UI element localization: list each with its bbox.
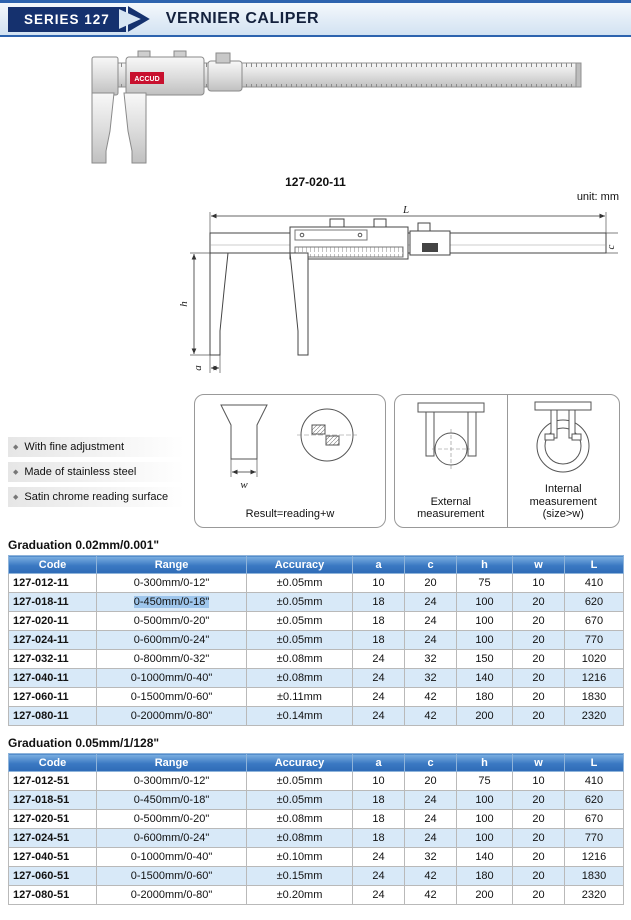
graduation-title-1: Graduation 0.02mm/0.001" — [8, 538, 160, 552]
value-cell: 24 — [353, 848, 405, 867]
value-cell: 20 — [513, 867, 565, 886]
internal-measurement-caption: Internal measurement (size>w) — [529, 483, 597, 521]
value-cell: 0-500mm/0-20" — [97, 612, 247, 631]
code-cell: 127-012-11 — [9, 574, 97, 593]
value-cell: ±0.08mm — [247, 669, 353, 688]
caliper-product-illustration — [46, 45, 586, 169]
code-cell: 127-080-11 — [9, 707, 97, 726]
code-cell: 127-032-11 — [9, 650, 97, 669]
value-cell: 20 — [513, 688, 565, 707]
value-cell: 24 — [353, 688, 405, 707]
column-header-l: L — [565, 556, 624, 574]
value-cell: 24 — [353, 669, 405, 688]
feature-item — [8, 487, 184, 507]
value-cell: ±0.05mm — [247, 612, 353, 631]
value-cell: 200 — [457, 886, 513, 905]
value-cell: 20 — [513, 612, 565, 631]
table-row — [9, 886, 624, 905]
value-cell — [97, 593, 247, 612]
value-cell: 0-1500mm/0-60" — [97, 867, 247, 886]
table-row — [9, 848, 624, 867]
value-cell: 10 — [353, 772, 405, 791]
jaw-profile — [221, 405, 267, 459]
column-header-c: c — [405, 754, 457, 772]
value-cell: 670 — [565, 612, 624, 631]
value-cell: 0-1000mm/0-40" — [97, 669, 247, 688]
value-cell: 10 — [353, 574, 405, 593]
value-cell: 620 — [565, 791, 624, 810]
column-header-accuracy: Accuracy — [247, 556, 353, 574]
table-row — [9, 810, 624, 829]
value-cell: 20 — [513, 791, 565, 810]
value-cell: 140 — [457, 669, 513, 688]
value-cell: 20 — [513, 669, 565, 688]
thumb-roller — [422, 243, 438, 252]
value-cell: 18 — [353, 593, 405, 612]
table-row — [9, 867, 624, 886]
table-row — [9, 707, 624, 726]
value-cell: 42 — [405, 707, 457, 726]
value-cell: 24 — [353, 867, 405, 886]
feature-item — [8, 462, 184, 482]
value-cell: 0-600mm/0-24" — [97, 631, 247, 650]
table-header-row — [9, 556, 624, 574]
spec-table-graduation-002 — [8, 555, 624, 726]
column-header-code: Code — [9, 754, 97, 772]
table-row — [9, 631, 624, 650]
value-cell: 20 — [513, 810, 565, 829]
column-header-w: w — [513, 754, 565, 772]
feature-item — [8, 437, 184, 457]
value-cell: 20 — [513, 829, 565, 848]
table-header-row — [9, 754, 624, 772]
value-cell: 100 — [457, 612, 513, 631]
value-cell: 1216 — [565, 669, 624, 688]
fine-adjustment-unit — [208, 61, 242, 91]
external-measurement-diagram — [406, 401, 496, 479]
brand-logo: ACCUD — [133, 76, 160, 83]
value-cell: 100 — [457, 631, 513, 650]
value-cell: ±0.05mm — [247, 791, 353, 810]
column-header-h: h — [457, 556, 513, 574]
value-cell: 410 — [565, 772, 624, 791]
table-row — [9, 791, 624, 810]
value-cell: 0-300mm/0-12" — [97, 574, 247, 593]
feature-text: Satin chrome reading surface — [24, 491, 169, 503]
value-cell: 10 — [513, 574, 565, 593]
value-cell: 2320 — [565, 886, 624, 905]
value-cell: 20 — [513, 848, 565, 867]
measurement-modes-box — [394, 394, 620, 528]
vernier-scale — [295, 247, 403, 257]
code-cell: 127-060-11 — [9, 688, 97, 707]
table-row — [9, 650, 624, 669]
thumb-screw — [330, 219, 344, 227]
value-cell: 18 — [353, 612, 405, 631]
value-cell: 140 — [457, 848, 513, 867]
diamond-bullet-icon: ◆ — [13, 468, 19, 476]
value-cell: 20 — [513, 593, 565, 612]
selected-range-text: 0-450mm/0-18" — [133, 596, 210, 608]
value-cell: 180 — [457, 867, 513, 886]
jaw-section-diagram — [205, 401, 375, 493]
column-header-h: h — [457, 754, 513, 772]
table-row — [9, 574, 624, 593]
value-cell: ±0.10mm — [247, 848, 353, 867]
value-cell: 18 — [353, 791, 405, 810]
value-cell: 0-800mm/0-32" — [97, 650, 247, 669]
column-header-range: Range — [97, 556, 247, 574]
dimension-L-label: L — [402, 204, 410, 216]
value-cell: 20 — [513, 886, 565, 905]
value-cell: ±0.05mm — [247, 574, 353, 593]
column-header-a: a — [353, 556, 405, 574]
table-row — [9, 688, 624, 707]
features-list — [0, 437, 184, 512]
dimension-h-label: h — [178, 301, 190, 307]
column-header-range: Range — [97, 754, 247, 772]
value-cell: 1830 — [565, 867, 624, 886]
product-figure — [0, 37, 631, 189]
features-and-diagrams-row — [0, 394, 631, 528]
value-cell: 24 — [353, 707, 405, 726]
dimension-a-label: a — [192, 365, 204, 371]
value-cell: 410 — [565, 574, 624, 593]
column-header-code: Code — [9, 556, 97, 574]
internal-measurement-diagram — [518, 401, 608, 479]
code-cell: 127-012-51 — [9, 772, 97, 791]
value-cell: 20 — [513, 707, 565, 726]
code-cell: 127-080-51 — [9, 886, 97, 905]
jaw-section-box — [194, 394, 386, 528]
jaw-section-caption: Result=reading+w — [245, 508, 335, 521]
value-cell: 20 — [405, 772, 457, 791]
value-cell: 770 — [565, 631, 624, 650]
technical-drawing-section — [178, 191, 625, 390]
value-cell: 24 — [405, 791, 457, 810]
code-cell: 127-018-51 — [9, 791, 97, 810]
value-cell: 150 — [457, 650, 513, 669]
value-cell: 100 — [457, 829, 513, 848]
page-header — [0, 0, 631, 37]
column-header-w: w — [513, 556, 565, 574]
external-measurement-caption: External measurement — [417, 495, 485, 521]
code-cell: 127-024-11 — [9, 631, 97, 650]
value-cell: 200 — [457, 707, 513, 726]
fixed-head — [92, 57, 118, 95]
value-cell: 0-1000mm/0-40" — [97, 848, 247, 867]
table-row — [9, 593, 624, 612]
code-cell: 127-040-11 — [9, 669, 97, 688]
value-cell: 24 — [353, 886, 405, 905]
value-cell: 100 — [457, 791, 513, 810]
value-cell: 24 — [405, 631, 457, 650]
value-cell: 42 — [405, 867, 457, 886]
feature-text: With fine adjustment — [24, 441, 125, 453]
value-cell: ±0.15mm — [247, 867, 353, 886]
table-row — [9, 829, 624, 848]
table-row — [9, 669, 624, 688]
value-cell: 180 — [457, 688, 513, 707]
series-badge — [8, 7, 126, 32]
value-cell: 620 — [565, 593, 624, 612]
value-cell: 100 — [457, 810, 513, 829]
column-header-a: a — [353, 754, 405, 772]
value-cell: ±0.08mm — [247, 829, 353, 848]
value-cell: 18 — [353, 810, 405, 829]
value-cell: 10 — [513, 772, 565, 791]
dimension-c-label: c — [605, 244, 617, 250]
code-cell: 127-024-51 — [9, 829, 97, 848]
column-header-l: L — [565, 754, 624, 772]
chevron-right-icon — [128, 6, 150, 32]
code-cell: 127-040-51 — [9, 848, 97, 867]
value-cell: 0-300mm/0-12" — [97, 772, 247, 791]
value-cell: 24 — [405, 593, 457, 612]
value-cell: 0-450mm/0-18" — [97, 791, 247, 810]
value-cell: ±0.08mm — [247, 810, 353, 829]
value-cell: 32 — [405, 848, 457, 867]
value-cell: 2320 — [565, 707, 624, 726]
value-cell: ±0.11mm — [247, 688, 353, 707]
unit-label: unit: mm — [576, 191, 619, 203]
spec-table-graduation-005 — [8, 753, 624, 905]
column-header-accuracy: Accuracy — [247, 754, 353, 772]
model-number-label: 127-020-11 — [285, 175, 346, 189]
value-cell: ±0.05mm — [247, 631, 353, 650]
series-label: SERIES 127 — [24, 11, 110, 27]
page-title: VERNIER CALIPER — [165, 10, 320, 27]
caliper-dimension-drawing — [178, 203, 618, 385]
external-measurement-panel — [395, 395, 507, 527]
value-cell: 20 — [513, 631, 565, 650]
value-cell: 1830 — [565, 688, 624, 707]
dimension-w-label: w — [240, 479, 248, 491]
value-cell: 1020 — [565, 650, 624, 669]
lock-screw — [374, 219, 386, 227]
feature-text: Made of stainless steel — [24, 466, 137, 478]
value-cell: ±0.20mm — [247, 886, 353, 905]
value-cell: 18 — [353, 829, 405, 848]
value-cell: 42 — [405, 688, 457, 707]
fixed-jaw — [92, 93, 114, 163]
value-cell: 42 — [405, 886, 457, 905]
value-cell: 0-500mm/0-20" — [97, 810, 247, 829]
code-cell: 127-020-51 — [9, 810, 97, 829]
value-cell: 0-1500mm/0-60" — [97, 688, 247, 707]
movable-jaw — [124, 93, 146, 163]
value-cell: 75 — [457, 574, 513, 593]
diamond-bullet-icon: ◆ — [13, 493, 19, 501]
value-cell: ±0.05mm — [247, 772, 353, 791]
value-cell: 24 — [405, 810, 457, 829]
value-cell: 770 — [565, 829, 624, 848]
value-cell: 100 — [457, 593, 513, 612]
value-cell: 0-2000mm/0-80" — [97, 707, 247, 726]
value-cell: ±0.05mm — [247, 593, 353, 612]
fixed-jaw-outline — [210, 253, 228, 355]
value-cell: 18 — [353, 631, 405, 650]
value-cell: ±0.08mm — [247, 650, 353, 669]
value-cell: 670 — [565, 810, 624, 829]
graduation-title-2: Graduation 0.05mm/1/128" — [8, 736, 160, 750]
code-cell: 127-018-11 — [9, 593, 97, 612]
value-cell: 20 — [405, 574, 457, 593]
internal-measurement-panel — [507, 395, 620, 527]
value-cell: 20 — [513, 650, 565, 669]
value-cell: 24 — [353, 650, 405, 669]
value-cell: 24 — [405, 829, 457, 848]
value-cell: 0-600mm/0-24" — [97, 829, 247, 848]
code-cell: 127-060-51 — [9, 867, 97, 886]
column-header-c: c — [405, 556, 457, 574]
value-cell: 32 — [405, 650, 457, 669]
table-row — [9, 612, 624, 631]
value-cell: 75 — [457, 772, 513, 791]
value-cell: 0-2000mm/0-80" — [97, 886, 247, 905]
value-cell: 24 — [405, 612, 457, 631]
value-cell: ±0.14mm — [247, 707, 353, 726]
value-cell: 32 — [405, 669, 457, 688]
table-row — [9, 772, 624, 791]
value-cell: 1216 — [565, 848, 624, 867]
movable-jaw-outline — [290, 253, 308, 355]
diamond-bullet-icon: ◆ — [13, 443, 19, 451]
code-cell: 127-020-11 — [9, 612, 97, 631]
